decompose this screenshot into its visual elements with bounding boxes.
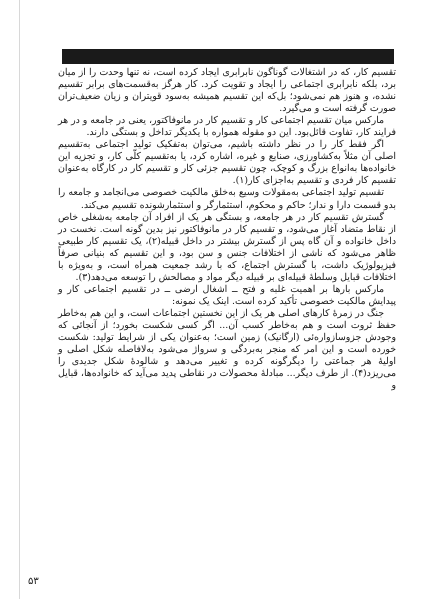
paragraph-7: جنگ در زمرهٔ کارهای اصلی هر یک از این نخستین اجتماعات است، و این هم به‌خاطر حفظ ثروت است و هم به‌خاطر کسب آن... اگر کسی شکست بخورد؛ از آنجائی که وجودش جزوسازواره‌ئی (ارگانیک) زمین است؛ به‌عنوان یکی از شرایط تولید: شکست خورده است و این امر که منجر به‌بردگی و سرواژ می‌شود به‌لافاصله شکل اصلی و اولیهٔ هر جماعتی را دیگرگونه کرده و تغییر می‌دهد و شالودهٔ شکل جدیدی را می‌ریزد(۴). از طرف دیگر... مبادلهٔ محصولات در نقاطی پدید می‌آید که خانواده‌ها، قبایل و <box>58 307 396 392</box>
paragraph-5: گسترش تقسیم کار در هر جامعه، و بستگی هر یک از افراد آن جامعه به‌شغلی خاص از نقاط متضاد آغاز می‌شود، و تقسیم کار در مانوفاکتور نیز بدین گونه است. نخست در داخل خانواده و آن گاه پس از گسترش بیشتر در داخل قبیله(۲)، یک تقسیم کار طبیعی ظاهر می‌شود که ناشی از اختلافات جنس و سن بود، و این تقسیم که بنیانی صرفاً فیزیولوژیک داشت، با گسترش اجتماع، که با رشد جمعیت همراه است، و به‌ویژه با اختلافات قبایل وسلطهٔ قبیله‌ای بر قبیله دیگر مواد و مصالحش را توسعه می‌دهد(۳). <box>58 211 396 283</box>
paragraph-2: مارکس میان تقسیم اجتماعی کار و تقسیم کار در مانوفاکتور، یعنی در جامعه و در هر فرایند کار، تفاوت قائل‌بود. این دو مقوله همواره با یکدیگر تداخل و بستگی دارند. <box>58 115 396 139</box>
paragraph-3: اگر فقط کار را در نظر داشته باشیم، می‌توان به‌تفکیک تولید اجتماعی به‌تقسیم اصلی آن مثلاً به‌کشاورزی، صنایع و غیره، اشاره کرد، یا به‌تقسیم کلّی کار، و تجزیه این خانواده‌ها به‌انواع بزرگ و کوچک، چون تقسیم جزئی کار و تقسیم کار در کارگاه به‌عنوان تقسیم کار فردی و تقسیم به‌اجزای کار(۱). <box>58 139 396 187</box>
paragraph-1: تقسیم کار، که در اشتغالات گوناگون نابرابری ایجاد کرده است، نه تنها وحدت را از میان برد، بلکه نابرابری اجتماعی را ایجاد و تقویت کرد. کار هرگز به‌قسمت‌های برابر تقسیم نشده، و هنوز هم نمی‌شود؛ بل‌که این تقسیم همیشه به‌سود قویتران و زیان ضعیف‌تران صورت گرفته است و می‌گیرد. <box>58 67 396 115</box>
page-number: ۵۳ <box>28 576 39 587</box>
paragraph-4: تقسیم تولید اجتماعی به‌مقولات وسیع به‌خلق مالکیت خصوصی می‌انجامد و جامعه را بدو قسمت دارا و ندار؛ حاکم و محکوم، استثمارگر و استثمارشونده تقسیم می‌کند. <box>58 187 396 211</box>
body-text <box>58 67 396 587</box>
page-edge-line <box>19 0 20 599</box>
paragraph-6: مارکس بارها بر اهمیت غلبه و فتح ــ اشغال ارضی ــ در تقسیم اجتماعی کار و پیدایش مالکیت خصوصی تأکید کرده است. اینک یک نمونه: <box>58 283 396 307</box>
header-bar <box>62 49 394 64</box>
